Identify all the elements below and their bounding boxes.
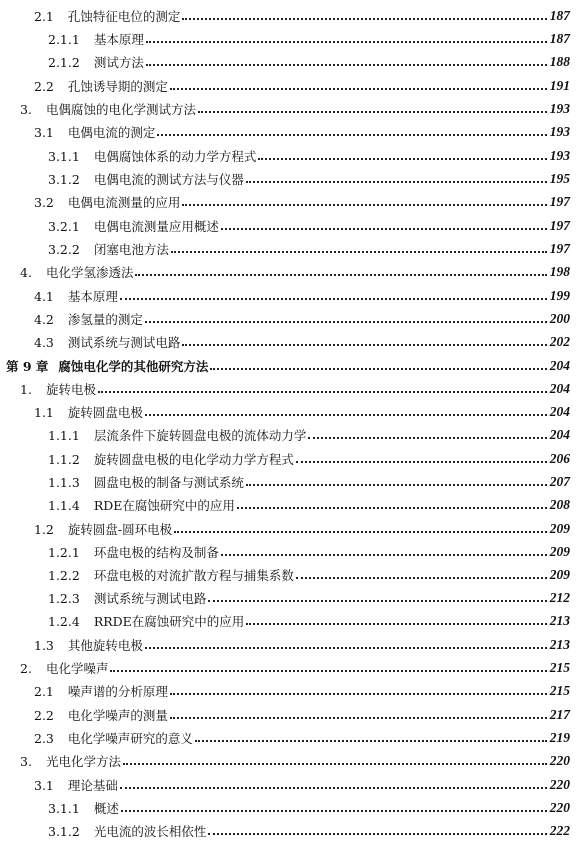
entry-title: 基本原理 [93,32,144,47]
page-number: 187 [549,8,570,23]
page-number: 213 [549,613,570,628]
entry-title: 电偶电流测量的应用 [67,195,181,210]
entry-title: 环盘电极的对流扩散方程与捕集系数 [93,568,294,583]
toc-entry [0,726,570,750]
dot-leader [221,228,547,230]
entry-number: 2.2 [34,707,54,723]
page-number: 220 [549,753,570,768]
chapter-title: 腐蚀电化学的其他研究方法 [58,359,209,374]
toc-entry [0,330,570,354]
page-number: 197 [549,218,570,233]
dot-leader [170,717,547,719]
page-number: 208 [549,497,570,512]
entry-number: 1.1.2 [48,451,80,467]
toc-entry [0,214,570,238]
page-number: 204 [549,427,570,442]
entry-number: 2.1.2 [48,54,80,70]
entry-title: 光电流的波长相依性 [93,824,207,839]
entry-title: RDE在腐蚀研究中的应用 [93,498,235,513]
entry-title: 测试系统与测试电路 [93,591,207,606]
dot-leader [246,484,547,486]
dot-leader [123,763,547,765]
toc-entry [0,74,570,98]
page-number: 197 [549,194,570,209]
entry-number: 1.2.1 [48,544,80,560]
toc-entry [0,120,570,144]
entry-number: 2.1 [34,683,54,699]
toc-entry [0,679,570,703]
toc-entry [0,284,570,308]
entry-title: 电化学氢渗透法 [45,265,134,280]
page-number: 220 [549,800,570,815]
entry-title: 层流条件下旋转圆盘电极的流体动力学 [93,428,307,443]
entry-title: 噪声谱的分析原理 [67,684,168,699]
entry-number: 1.1.1 [48,427,80,443]
entry-number: 3.2.2 [48,241,80,257]
dot-leader [198,111,547,113]
entry-title: 光电化学方法 [45,754,121,769]
toc-entry [0,27,570,51]
dot-leader [171,251,547,253]
entry-title: 旋转圆盘电极 [67,405,143,420]
entry-title: 理论基础 [67,778,118,793]
entry-title: 电化学噪声的测量 [67,708,168,723]
dot-leader [157,134,546,136]
dot-leader [237,507,547,509]
entry-title: 电偶电流的测试方法与仪器 [93,172,244,187]
toc-entry [0,423,570,447]
chapter-number: 第 9 章 [6,359,49,374]
entry-title: 圆盘电极的制备与测试系统 [93,475,244,490]
entry-number: 3.2.1 [48,218,80,234]
page-number: 206 [549,451,570,466]
toc-entry [0,517,570,541]
toc-entry [0,400,570,424]
page-number: 199 [549,288,570,303]
page-number: 191 [549,78,570,93]
entry-title: RRDE在腐蚀研究中的应用 [93,614,245,629]
page-number: 222 [549,823,570,838]
page-number: 193 [549,124,570,139]
dot-leader [110,670,546,672]
dot-leader [208,833,546,835]
dot-leader [195,740,547,742]
page-number: 209 [549,521,570,536]
page-number: 193 [549,101,570,116]
entry-title: 电偶电流的测定 [67,125,156,140]
dot-leader [246,181,547,183]
toc-entry [0,167,570,191]
entry-number: 1.3 [34,637,54,653]
entry-title: 电偶腐蚀的电化学测试方法 [45,102,196,117]
toc-entry [0,447,570,471]
dot-leader [182,204,546,206]
entry-number: 1.2.2 [48,567,80,583]
dot-leader [221,554,547,556]
page-number: 202 [549,334,570,349]
entry-number: 3. [20,753,32,769]
entry-number: 1.2.4 [48,613,80,629]
toc-entry [0,656,570,680]
entry-number: 1.2 [34,521,54,537]
page-number: 209 [549,544,570,559]
page-number: 200 [549,311,570,326]
page-number: 188 [549,54,570,69]
entry-number: 1.1.4 [48,497,80,513]
entry-title: 电偶电流测量应用概述 [93,219,219,234]
entry-number: 3.1.2 [48,823,80,839]
entry-title: 孔蚀诱导期的测定 [67,79,168,94]
page-number: 213 [549,637,570,652]
entry-number: 2.1.1 [48,31,80,47]
entry-number: 1.1.3 [48,474,80,490]
dot-leader [170,88,547,90]
page-number: 204 [549,404,570,419]
toc-entry [0,4,570,28]
toc-entry [0,703,570,727]
dot-leader [174,531,547,533]
toc-entry [0,586,570,610]
dot-leader [121,810,547,812]
entry-title: 其他旋转电极 [67,638,143,653]
entry-title: 电化学噪声研究的意义 [67,731,193,746]
dot-leader [208,600,546,602]
page-number: 217 [549,707,570,722]
dot-leader [182,344,546,346]
entry-number: 2.1 [34,8,54,24]
entry-title: 闭塞电池方法 [93,242,169,257]
toc-entry [0,97,570,121]
dot-leader [135,274,546,276]
entry-title: 电化学噪声 [45,661,109,676]
dot-leader [182,18,546,20]
entry-title: 旋转圆盘-圆环电极 [67,522,173,537]
page-number: 204 [549,381,570,396]
page-number: 198 [549,264,570,279]
dot-leader [146,64,547,66]
page-number: 215 [549,683,570,698]
dot-leader [145,647,547,649]
dot-leader [120,787,547,789]
dot-leader [120,298,547,300]
entry-number: 3.1 [34,777,54,793]
dot-leader [246,623,546,625]
dot-leader [308,437,546,439]
page-number: 207 [549,474,570,489]
toc-entry [0,773,570,797]
toc-entry [0,50,570,74]
entry-number: 3.1 [34,124,54,140]
entry-number: 3.2 [34,194,54,210]
entry-title: 旋转电极 [45,382,96,397]
toc-entry [0,633,570,657]
entry-title: 概述 [93,801,119,816]
entry-title: 基本原理 [67,289,118,304]
toc-entry [0,470,570,494]
entry-number: 2. [20,660,32,676]
toc-entry [0,307,570,331]
dot-leader [210,368,546,370]
dot-leader [98,391,547,393]
page-number: 195 [549,171,570,186]
entry-number: 4.2 [34,311,54,327]
dot-leader [170,693,547,695]
entry-number: 1.1 [34,404,54,420]
toc-entry [0,540,570,564]
dot-leader [145,321,547,323]
entry-title: 电偶腐蚀体系的动力学方程式 [93,149,257,164]
toc-entry [0,819,570,843]
entry-title: 测试系统与测试电路 [67,335,181,350]
page-number: 212 [549,590,570,605]
toc-entry [0,260,570,284]
entry-number: 4. [20,264,32,280]
page-number: 209 [549,567,570,582]
toc-entry [0,609,570,633]
page-number: 219 [549,730,570,745]
entry-title: 渗氢量的测定 [67,312,143,327]
dot-leader [296,461,547,463]
toc-entry [0,237,570,261]
toc-entry [0,796,570,820]
entry-title: 孔蚀特征电位的测定 [67,9,181,24]
dot-leader [258,158,546,160]
toc-entry [0,190,570,214]
toc-entry [0,377,570,401]
entry-title: 旋转圆盘电极的电化学动力学方程式 [93,452,294,467]
dot-leader [146,41,547,43]
toc-entry [0,563,570,587]
page-number: 187 [549,31,570,46]
entry-number: 3.1.2 [48,171,80,187]
entry-number: 2.3 [34,730,54,746]
entry-number: 3.1.1 [48,800,80,816]
entry-number: 3.1.1 [48,148,80,164]
entry-number: 3. [20,101,32,117]
page-number: 197 [549,241,570,256]
entry-number: 1.2.3 [48,590,80,606]
toc-entry [0,144,570,168]
dot-leader [296,577,547,579]
page-number: 204 [549,358,570,373]
chapter-entry [0,354,570,378]
entry-number: 2.2 [34,78,54,94]
entry-number: 1. [20,381,32,397]
page-number: 215 [549,660,570,675]
page-number: 193 [549,148,570,163]
entry-number: 4.1 [34,288,54,304]
dot-leader [145,414,547,416]
entry-number: 4.3 [34,334,54,350]
entry-title: 测试方法 [93,55,144,70]
page-number: 220 [549,777,570,792]
toc-entry [0,749,570,773]
entry-title: 环盘电极的结构及制备 [93,545,219,560]
toc-entry [0,493,570,517]
